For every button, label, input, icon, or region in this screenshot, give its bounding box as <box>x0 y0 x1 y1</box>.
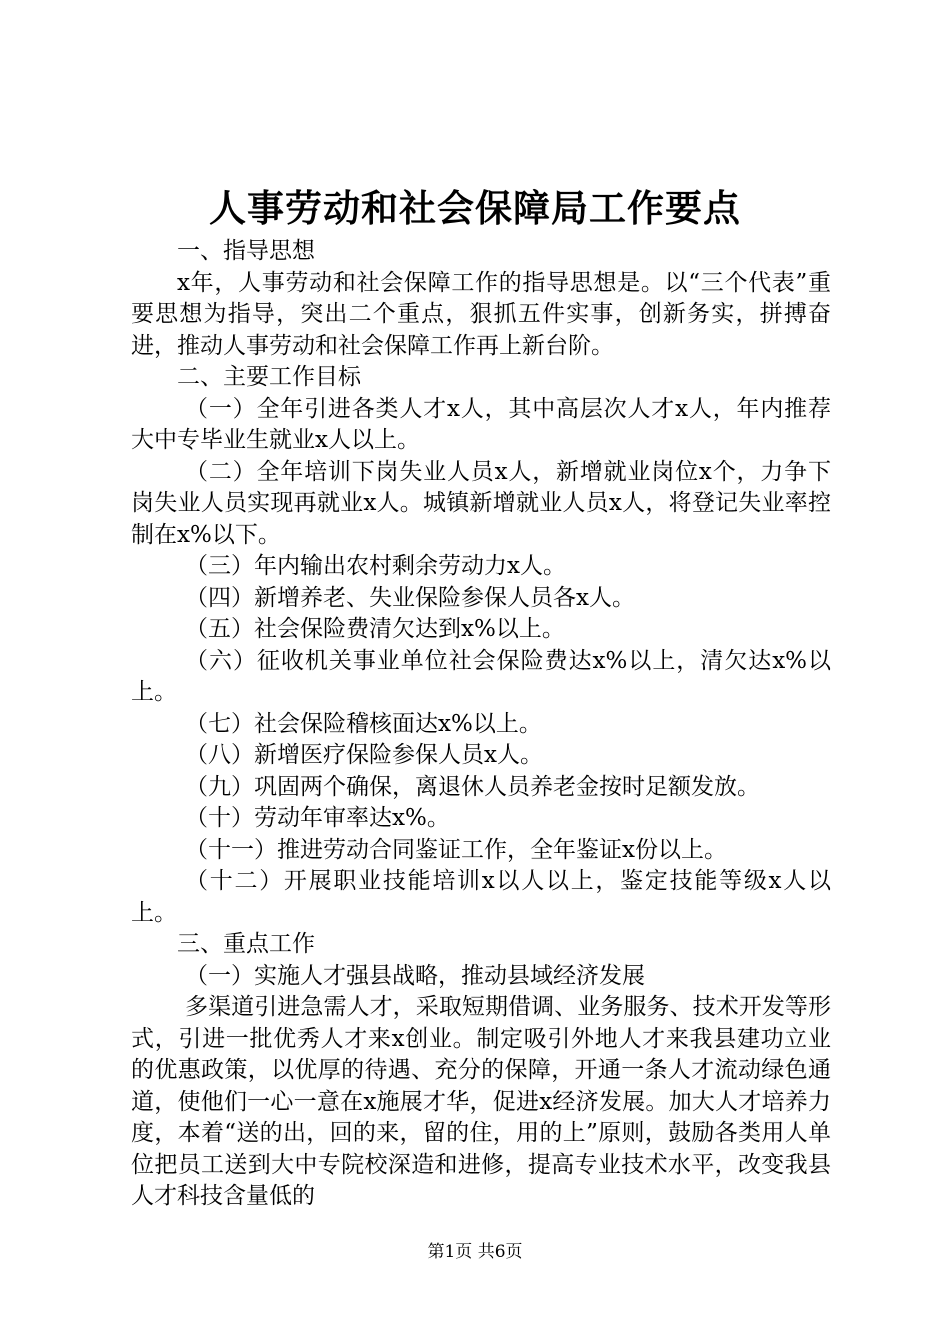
list-item: （四）新增养老、失业保险参保人员各x人。 <box>185 584 635 611</box>
list-item: （十二）开展职业技能培训x以人以上，鉴定技能等级x人以上。 <box>131 868 831 926</box>
list-item: （十一）推进劳动合同鉴证工作，全年鉴证x份以上。 <box>185 836 727 863</box>
paragraph: 多渠道引进急需人才，采取短期借调、业务服务、技术开发等形式，引进一批优秀人才来x创业。制定吸引外地人才来我县建功立业的优惠政策，以优厚的待遇、充分的保障，开通一条人才流动绿色通道，使他们一心一意在x施展才华，促进x经济发展。加大人才培养力度，本着“送的出，回的来，留的住，用的上”原则，鼓励各类用人单位把员工送到大中专院校深造和进修，提高专业技术水平，改变我县人才科技含量低的 <box>131 994 831 1209</box>
subsection-heading: （一）实施人才强县战略，推动县域经济发展 <box>185 962 645 989</box>
list-item: （七）社会保险稽核面达x%以上。 <box>185 710 542 737</box>
paragraph: x年，人事劳动和社会保障工作的指导思想是。以“三个代表”重要思想为指导，突出二个重点，狠抓五件实事，创新务实，拼搏奋进，推动人事劳动和社会保障工作再上新台阶。 <box>131 269 831 359</box>
list-item: （一）全年引进各类人才x人，其中高层次人才x人，年内推荐大中专毕业生就业x人以上。 <box>131 395 831 453</box>
page-footer: 第1页 共6页 <box>427 1242 523 1262</box>
list-item: （九）巩固两个确保，离退休人员养老金按时足额发放。 <box>185 773 760 800</box>
section-heading: 二、主要工作目标 <box>177 364 361 390</box>
section-heading: 一、指导思想 <box>177 238 315 264</box>
list-item: （八）新增医疗保险参保人员x人。 <box>185 742 543 768</box>
list-item: （五）社会保险费清欠达到x%以上。 <box>185 616 565 642</box>
list-item: （三）年内输出农村剩余劳动力x人。 <box>185 553 566 579</box>
list-item: （二）全年培训下岗失业人员x人，新增就业岗位x个，力争下岗失业人员实现再就业x人。城镇新增就业人员x人，将登记失业率控制在x%以下。 <box>131 458 831 548</box>
document-body <box>131 236 831 1213</box>
document-title: 人事劳动和社会保障局工作要点 <box>209 186 741 230</box>
list-item: （十）劳动年审率达x%。 <box>185 805 450 831</box>
list-item: （六）征收机关事业单位社会保险费达x%以上，清欠达x%以上。 <box>131 647 831 705</box>
section-heading: 三、重点工作 <box>177 931 315 957</box>
